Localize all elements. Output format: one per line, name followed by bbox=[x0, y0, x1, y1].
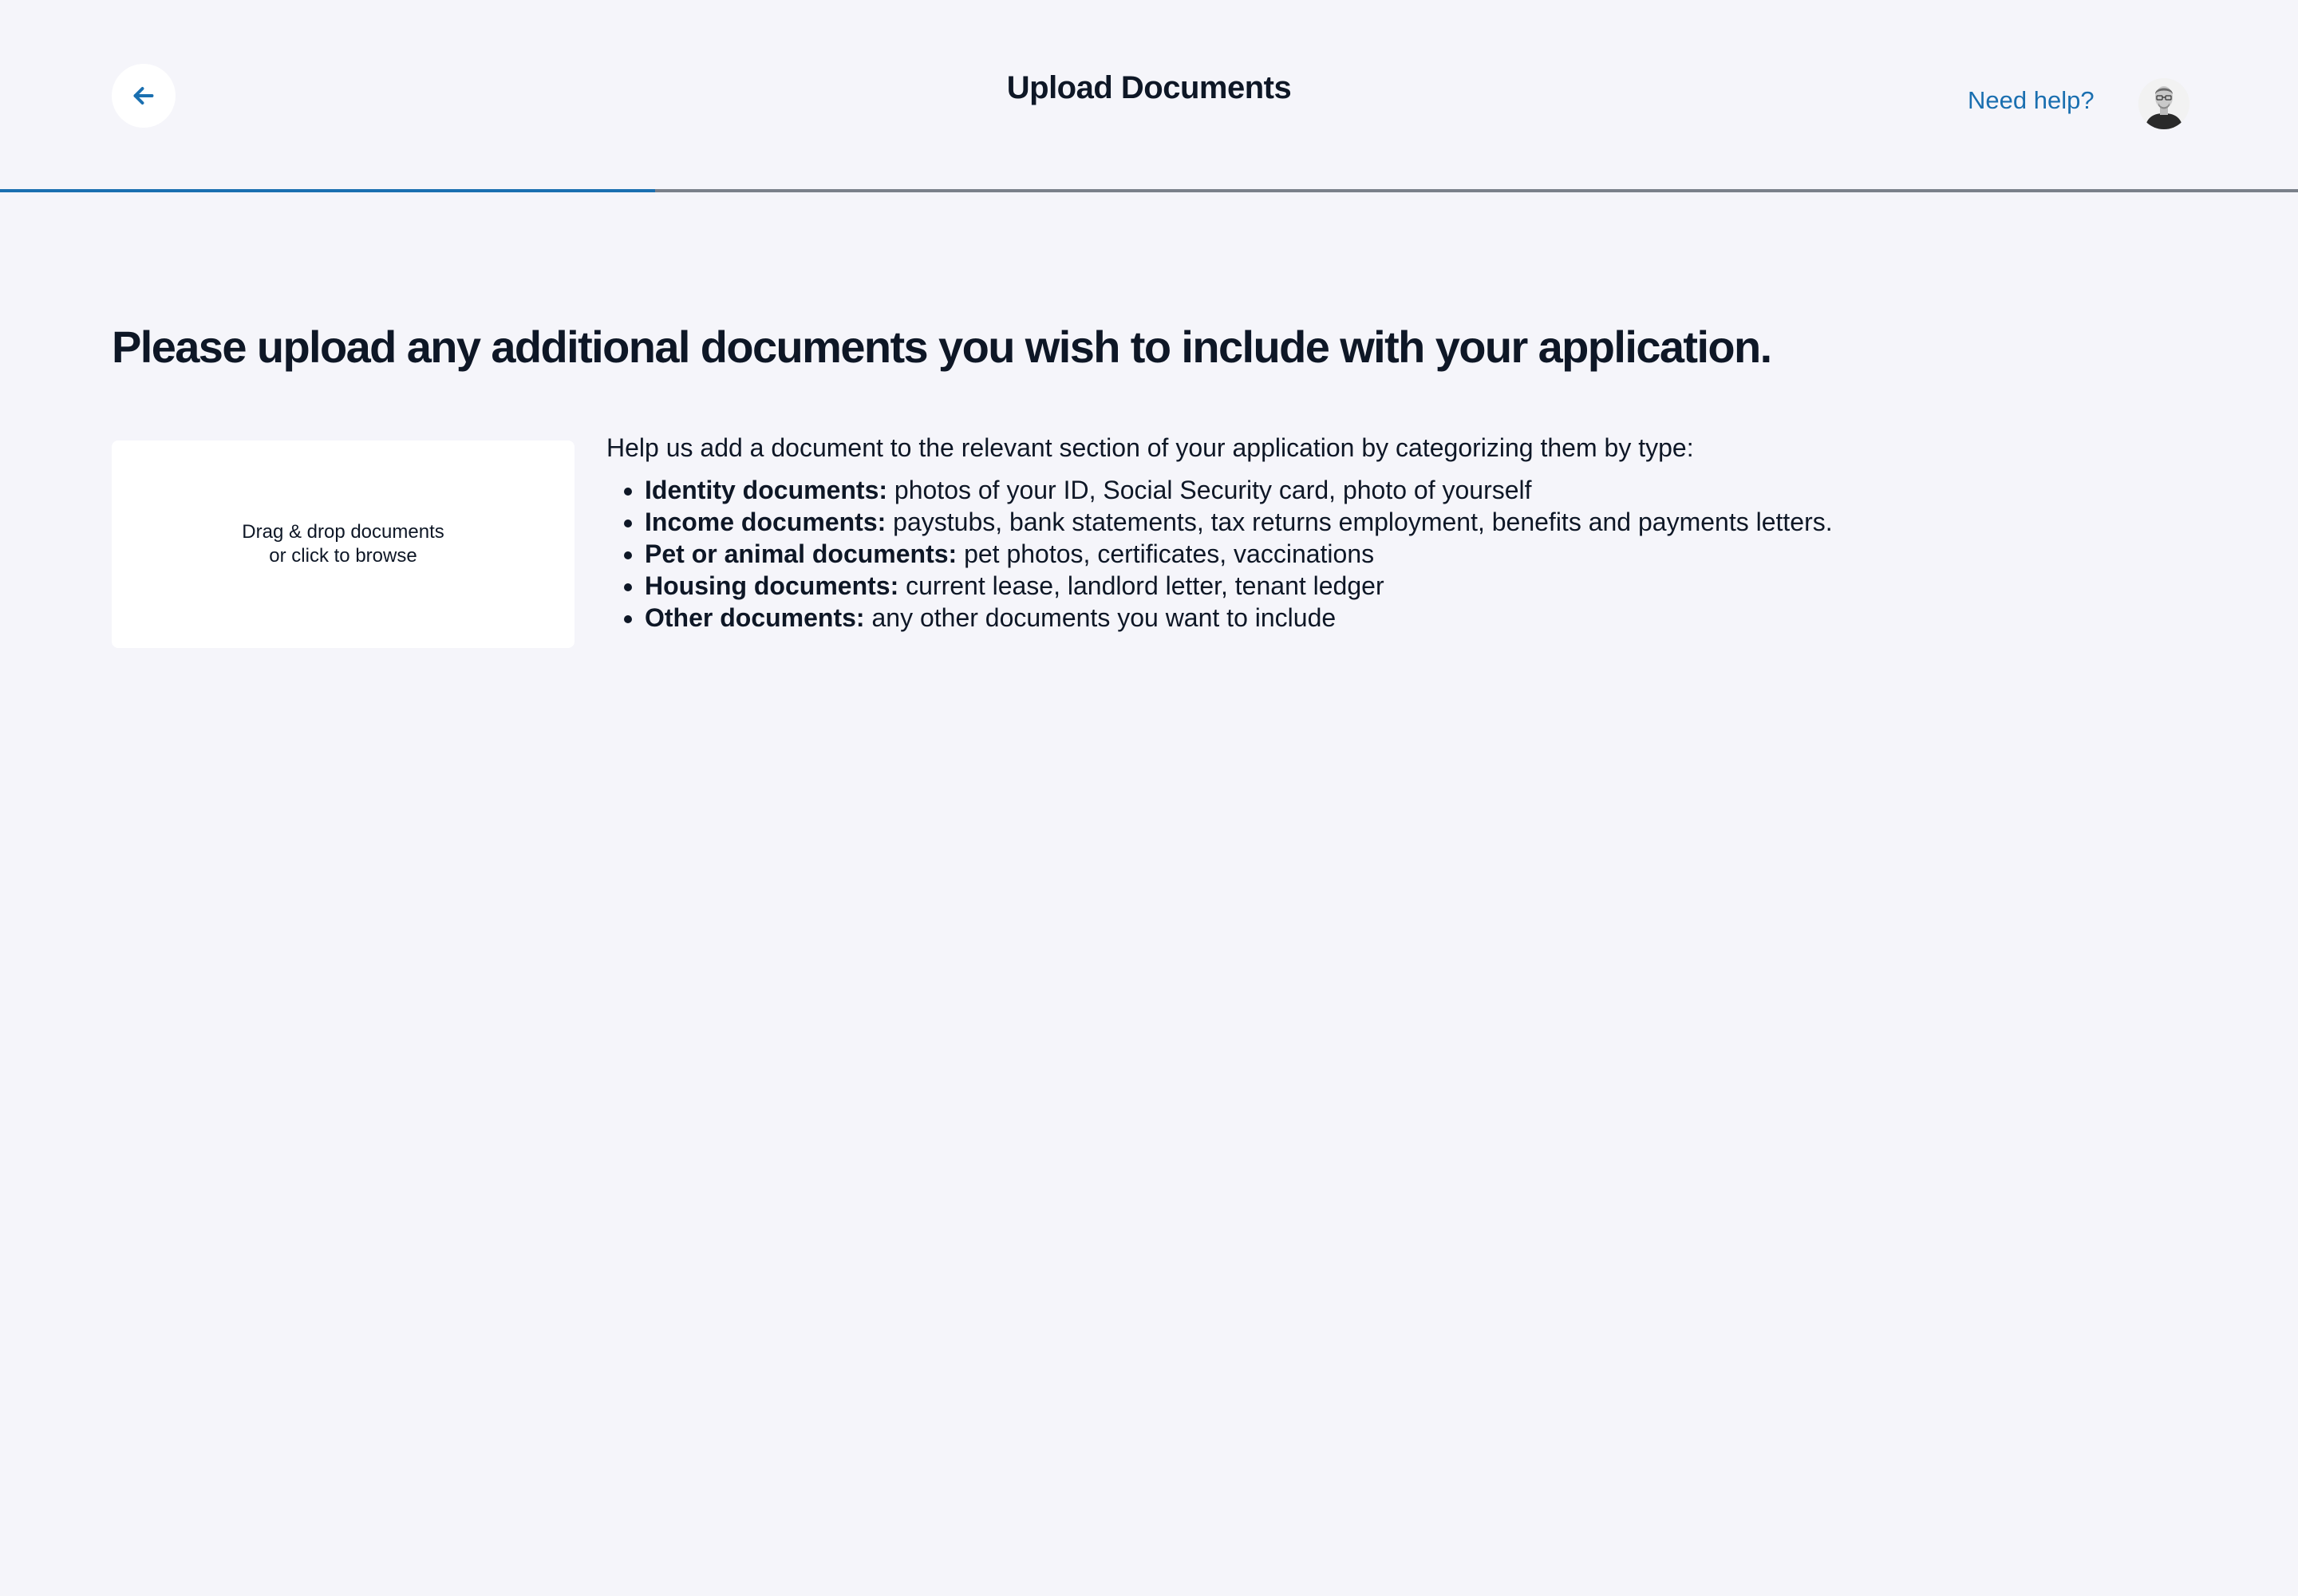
dropzone-line-1: Drag & drop documents bbox=[242, 521, 444, 543]
upload-instructions bbox=[606, 431, 2122, 634]
list-item bbox=[645, 506, 2122, 538]
main-heading: Please upload any additional documents you wish to include with your application. bbox=[112, 322, 1771, 372]
instructions-intro: Help us add a document to the relevant section of your application by categorizing them by type: bbox=[606, 433, 1694, 462]
document-type-list bbox=[606, 474, 2122, 634]
progress-bar-fill bbox=[0, 189, 655, 192]
doc-type-label: Other documents: bbox=[645, 603, 865, 632]
need-help-link[interactable]: Need help? bbox=[1968, 86, 2095, 114]
doc-type-description: current lease, landlord letter, tenant ledger bbox=[898, 571, 1384, 600]
doc-type-label: Identity documents: bbox=[645, 476, 888, 504]
list-item bbox=[645, 538, 2122, 570]
page-title: Upload Documents bbox=[1006, 70, 1292, 105]
doc-type-description: pet photos, certificates, vaccinations bbox=[957, 539, 1375, 568]
list-item bbox=[645, 602, 2122, 634]
doc-type-label: Pet or animal documents: bbox=[645, 539, 958, 568]
doc-type-description: photos of your ID, Social Security card, photo of yourself bbox=[887, 476, 1532, 504]
progress-bar bbox=[0, 189, 2298, 192]
doc-type-label: Income documents: bbox=[645, 508, 886, 536]
list-item bbox=[645, 474, 2122, 506]
doc-type-description: paystubs, bank statements, tax returns employment, benefits and payments letters. bbox=[886, 508, 1833, 536]
user-avatar-icon bbox=[2138, 78, 2189, 129]
doc-type-description: any other documents you want to include bbox=[864, 603, 1337, 632]
avatar[interactable] bbox=[2138, 78, 2189, 129]
document-dropzone[interactable] bbox=[112, 440, 574, 648]
dropzone-line-2: or click to browse bbox=[269, 545, 417, 567]
doc-type-label: Housing documents: bbox=[645, 571, 899, 600]
list-item bbox=[645, 570, 2122, 602]
page-header bbox=[0, 0, 2298, 192]
